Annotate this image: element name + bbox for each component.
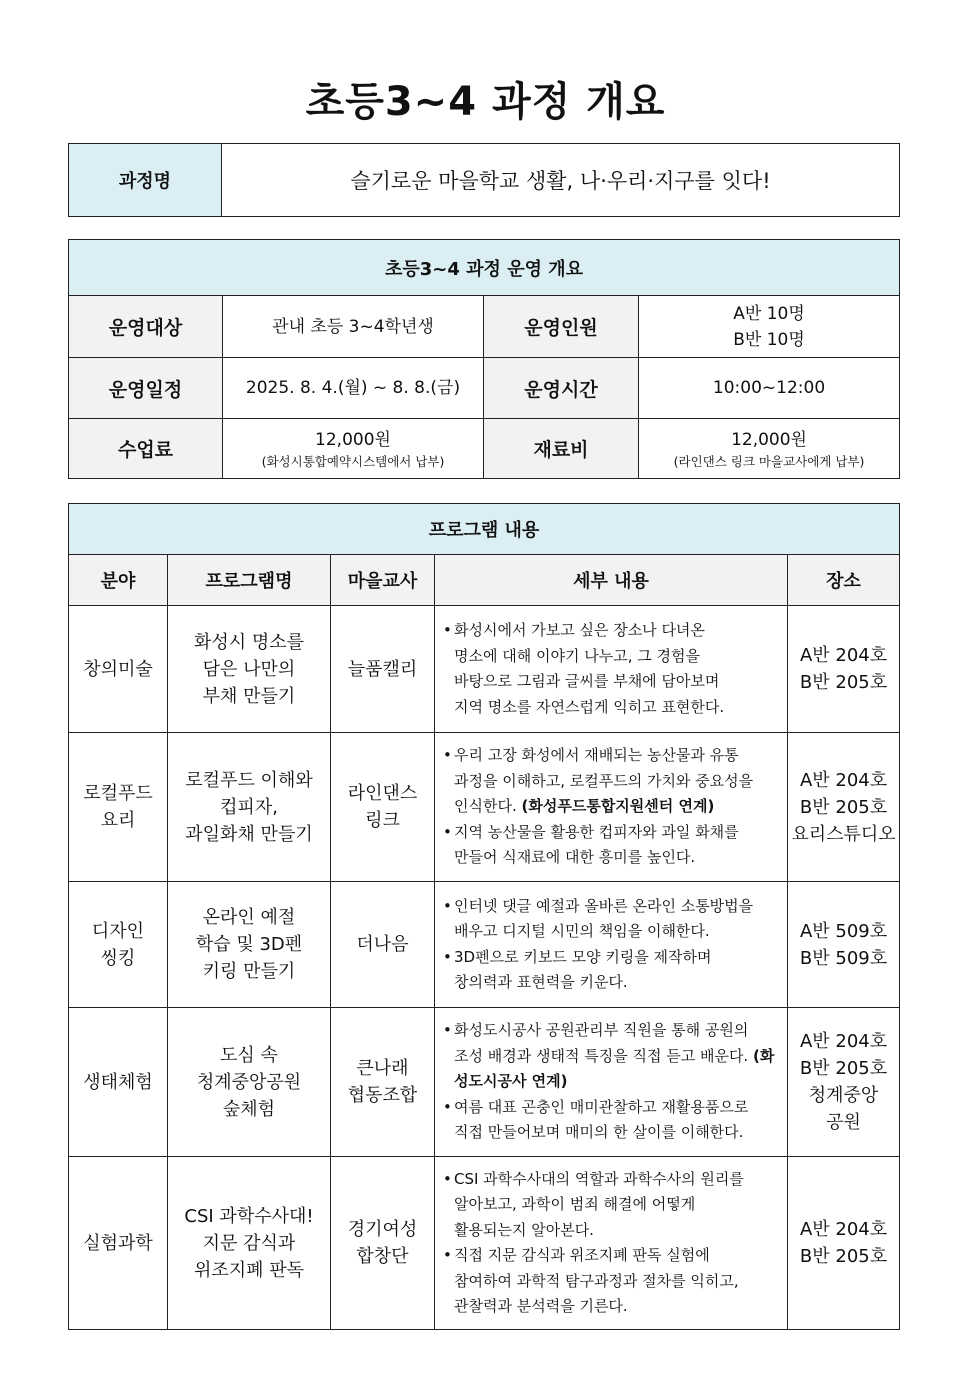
- detail-line: [454, 769, 781, 795]
- program-name-cell-line: 화성시 명소를: [193, 631, 305, 653]
- bullet-icon: •: [443, 1169, 452, 1188]
- detail-bullet: [443, 945, 781, 996]
- time-value: 10:00~12:00: [639, 358, 900, 419]
- detail-line: [454, 1192, 781, 1218]
- place-cell-line: 청계중앙: [808, 1085, 879, 1106]
- field-cell: [69, 733, 168, 882]
- detail-line: [454, 1095, 781, 1121]
- detail-line: [454, 820, 781, 846]
- target-label: 운영대상: [69, 296, 223, 358]
- schedule-value: 2025. 8. 4.(월) ~ 8. 8.(금): [223, 358, 484, 419]
- detail-line: [454, 695, 781, 721]
- column-header-field: 분야: [69, 555, 168, 606]
- field-cell-line: 씽킹: [100, 947, 136, 969]
- bullet-icon: •: [443, 746, 452, 765]
- headcount-label: 운영인원: [484, 296, 639, 358]
- place-cell-line: 공원: [826, 1112, 861, 1133]
- details-cell: [435, 1008, 788, 1157]
- program-name-cell-line: 지문 감식과: [202, 1232, 296, 1254]
- material-value: [639, 419, 900, 479]
- program-name-cell-line: CSI 과학수사대!: [184, 1205, 314, 1227]
- course-name: 슬기로운 마을학교 생활, 나·우리·지구를 잇다!: [222, 144, 900, 217]
- detail-bullet: [443, 1095, 781, 1146]
- detail-bullet: [443, 1243, 781, 1320]
- detail-line: [454, 894, 781, 920]
- material-label: 재료비: [484, 419, 639, 479]
- detail-bullet: [443, 894, 781, 945]
- place-cell-line: A반 204호: [799, 1219, 888, 1240]
- detail-line: [454, 919, 781, 945]
- teacher-cell: [331, 882, 435, 1008]
- program-name-cell-line: 부채 만들기: [202, 685, 296, 707]
- teacher-cell: [331, 606, 435, 733]
- program-name-cell-line: 온라인 예절: [202, 907, 296, 928]
- field-cell-line: 창의미술: [83, 658, 153, 680]
- bullet-icon: •: [443, 947, 452, 966]
- teacher-cell: [331, 1008, 435, 1157]
- program-name-cell-line: 키링 만들기: [202, 961, 296, 982]
- program-name-cell-line: 로컬푸드 이해와: [185, 769, 313, 791]
- program-name-cell-line: 컵피자,: [220, 796, 278, 818]
- field-cell: [69, 882, 168, 1008]
- details-cell: [435, 882, 788, 1008]
- detail-text: [454, 743, 781, 820]
- place-cell: [788, 733, 900, 882]
- detail-line-text: 알아보고, 과학이 범죄 해결에 어떻게: [454, 1195, 696, 1213]
- detail-text: [454, 1167, 781, 1244]
- detail-line: [454, 945, 781, 971]
- detail-line-text: 직접 지문 감식과 위조지폐 판독 실험에: [454, 1246, 710, 1264]
- table-row: [69, 882, 900, 1008]
- detail-line: [454, 1218, 781, 1244]
- headcount-a: A반 10명: [733, 303, 805, 324]
- page-title: 초등3~4 과정 개요: [305, 79, 666, 125]
- detail-bullet: [443, 1018, 781, 1095]
- detail-line: [454, 1269, 781, 1295]
- program-name-cell-line: 학습 및 3D펜: [195, 934, 303, 955]
- fee-amount: 12,000원: [315, 430, 391, 450]
- detail-bullet: [443, 820, 781, 871]
- detail-line-text: 지역 농산물을 활용한 컵피자와 과일 화채를: [454, 822, 739, 841]
- teacher-cell: [331, 1157, 435, 1330]
- place-cell-line: A반 204호: [799, 1031, 888, 1052]
- program-name-cell: [168, 606, 331, 733]
- schedule-label: 운영일정: [69, 358, 223, 419]
- course-label: 과정명: [69, 144, 222, 217]
- detail-line: [454, 794, 781, 820]
- program-name-cell-line: 위조지폐 판독: [193, 1259, 305, 1281]
- material-amount: 12,000원: [731, 430, 807, 450]
- detail-text: [454, 945, 781, 996]
- detail-line-text: 참여하여 과학적 탐구과정과 절차를 익히고,: [454, 1271, 739, 1290]
- field-cell: [69, 606, 168, 733]
- teacher-cell-line: 라인댄스: [347, 783, 418, 804]
- place-cell: [788, 1008, 900, 1157]
- detail-line: [454, 1294, 781, 1320]
- detail-line-text: 3D펜으로 키보드 모양 키링을 제작하며: [454, 947, 712, 966]
- program-name-cell: [168, 882, 331, 1008]
- detail-line-text: 우리 고장 화성에서 재배되는 농산물과 유통: [454, 746, 739, 765]
- detail-line: [454, 669, 781, 695]
- place-cell-line: 요리스튜디오: [791, 823, 896, 845]
- detail-line-text: 여름 대표 곤충인 매미관찰하고 재활용품으로: [454, 1097, 749, 1116]
- detail-bullet: [443, 743, 781, 820]
- details-cell: [435, 733, 788, 882]
- detail-line-text: CSI 과학수사대의 역할과 과학수사의 원리를: [454, 1169, 744, 1188]
- details-cell: [435, 606, 788, 733]
- fee-note: (화성시통합예약시스템에서 납부): [261, 454, 445, 469]
- program-name-cell-line: 과일화채 만들기: [185, 823, 313, 845]
- fee-value: [223, 419, 484, 479]
- program-name-cell-line: 청계중앙공원: [196, 1071, 302, 1093]
- teacher-cell-line: 큰나래: [356, 1058, 409, 1079]
- detail-text: [454, 1018, 781, 1095]
- bullet-icon: •: [443, 621, 452, 639]
- detail-text: [454, 894, 781, 945]
- program-name-cell-line: 도심 속: [220, 1044, 278, 1066]
- column-header-details: 세부 내용: [435, 555, 788, 606]
- detail-line: [454, 644, 781, 670]
- place-cell-line: A반 509호: [799, 920, 888, 942]
- table-row: [69, 733, 900, 882]
- headcount-value: [639, 296, 900, 358]
- detail-line: [454, 1120, 781, 1146]
- teacher-cell-line: 늘품캘리: [347, 658, 418, 680]
- detail-line-text: 배우고 디지털 시민의 책임을 이해한다.: [454, 922, 710, 940]
- teacher-cell: [331, 733, 435, 882]
- place-cell-line: A반 204호: [799, 645, 888, 666]
- detail-line: [454, 970, 781, 996]
- program-name-cell: [168, 733, 331, 882]
- partner-note: (화성도시공사 연계): [454, 1046, 775, 1091]
- detail-line-text: 지역 명소를 자연스럽게 익히고 표현한다.: [454, 697, 725, 716]
- program-section-title: 프로그램 내용: [69, 504, 900, 555]
- bullet-icon: •: [443, 1097, 452, 1116]
- detail-line-text: 과정을 이해하고, 로컬푸드의 가치와 중요성을: [454, 771, 754, 790]
- program-name-cell: [168, 1008, 331, 1157]
- field-cell-line: 로컬푸드: [83, 783, 153, 804]
- place-cell: [788, 606, 900, 733]
- detail-line-text: 인식한다.: [454, 797, 517, 816]
- detail-line: [454, 1243, 781, 1269]
- detail-text: [454, 820, 781, 871]
- detail-bullet: [443, 618, 781, 720]
- detail-bullet: [443, 1167, 781, 1244]
- column-header-program: 프로그램명: [168, 555, 331, 606]
- table-row: [69, 606, 900, 733]
- place-cell-line: B반 205호: [799, 1246, 888, 1267]
- place-cell-line: B반 509호: [799, 947, 888, 969]
- column-header-teacher: 마을교사: [331, 555, 435, 606]
- table-row: [69, 1008, 900, 1157]
- bullet-icon: •: [443, 896, 452, 915]
- program-name-cell: [168, 1157, 331, 1330]
- time-label: 운영시간: [484, 358, 639, 419]
- operation-overview-table: [68, 239, 900, 479]
- teacher-cell-line: 더나음: [356, 934, 409, 955]
- fee-label: 수업료: [69, 419, 223, 479]
- field-cell-line: 디자인: [91, 920, 145, 942]
- operation-section-title: 초등3~4 과정 운영 개요: [69, 240, 900, 296]
- bullet-icon: •: [443, 822, 452, 841]
- detail-text: [454, 618, 781, 720]
- place-cell-line: B반 205호: [799, 796, 888, 818]
- detail-line-text: 바탕으로 그림과 글씨를 부채에 담아보며: [454, 672, 720, 690]
- teacher-cell-line: 링크: [365, 810, 400, 831]
- detail-line-text: 화성도시공사 공원관리부 직원을 통해 공원의: [454, 1021, 749, 1040]
- place-cell-line: A반 204호: [799, 769, 888, 791]
- teacher-cell-line: 협동조합: [347, 1085, 418, 1106]
- place-cell: [788, 1157, 900, 1330]
- field-cell-line: 생태체험: [83, 1071, 153, 1093]
- detail-line-text: 조성 배경과 생태적 특징을 직접 듣고 배운다.: [454, 1046, 749, 1065]
- details-cell: [435, 1157, 788, 1330]
- target-value: 관내 초등 3~4학년생: [223, 296, 484, 358]
- bullet-icon: •: [443, 1021, 452, 1040]
- detail-line: [454, 1018, 781, 1044]
- detail-line-text: 창의력과 표현력을 키운다.: [454, 973, 628, 991]
- teacher-cell-line: 합창단: [356, 1246, 409, 1267]
- teacher-cell-line: 경기여성: [347, 1219, 418, 1240]
- detail-text: [454, 1095, 781, 1146]
- column-header-place: 장소: [788, 555, 900, 606]
- detail-line-text: 만들어 식재료에 대한 흥미를 높인다.: [454, 848, 696, 867]
- table-row: [69, 1157, 900, 1330]
- bullet-icon: •: [443, 1246, 452, 1264]
- course-name-table: [68, 143, 900, 217]
- program-name-cell-line: 담은 나만의: [202, 658, 296, 680]
- detail-line-text: 활용되는지 알아본다.: [454, 1220, 594, 1239]
- program-table: [68, 503, 900, 1330]
- detail-line: [454, 1044, 781, 1095]
- detail-line: [454, 1167, 781, 1193]
- detail-line: [454, 618, 781, 644]
- detail-line-text: 인터넷 댓글 예절과 올바른 온라인 소통방법을: [454, 896, 754, 915]
- detail-line-text: 화성시에서 가보고 싶은 장소나 다녀온: [454, 621, 705, 639]
- place-cell-line: B반 205호: [799, 1058, 888, 1079]
- field-cell: [69, 1008, 168, 1157]
- place-cell: [788, 882, 900, 1008]
- detail-line-text: 관찰력과 분석력을 기른다.: [454, 1297, 628, 1315]
- detail-line-text: 명소에 대해 이야기 나누고, 그 경험을: [454, 646, 700, 665]
- program-name-cell-line: 숲체험: [222, 1098, 276, 1120]
- detail-line: [454, 743, 781, 769]
- place-cell-line: B반 205호: [799, 672, 888, 693]
- detail-text: [454, 1243, 781, 1320]
- headcount-b: B반 10명: [733, 329, 805, 350]
- partner-note: (화성푸드통합지원센터 연계): [521, 797, 715, 816]
- field-cell: [69, 1157, 168, 1330]
- detail-line-text: 직접 만들어보며 매미의 한 살이를 이해한다.: [454, 1123, 744, 1142]
- field-cell-line: 요리: [100, 810, 136, 831]
- field-cell-line: 실험과학: [83, 1232, 153, 1254]
- detail-line: [454, 845, 781, 871]
- material-note: (라인댄스 링크 마을교사에게 납부): [673, 454, 865, 469]
